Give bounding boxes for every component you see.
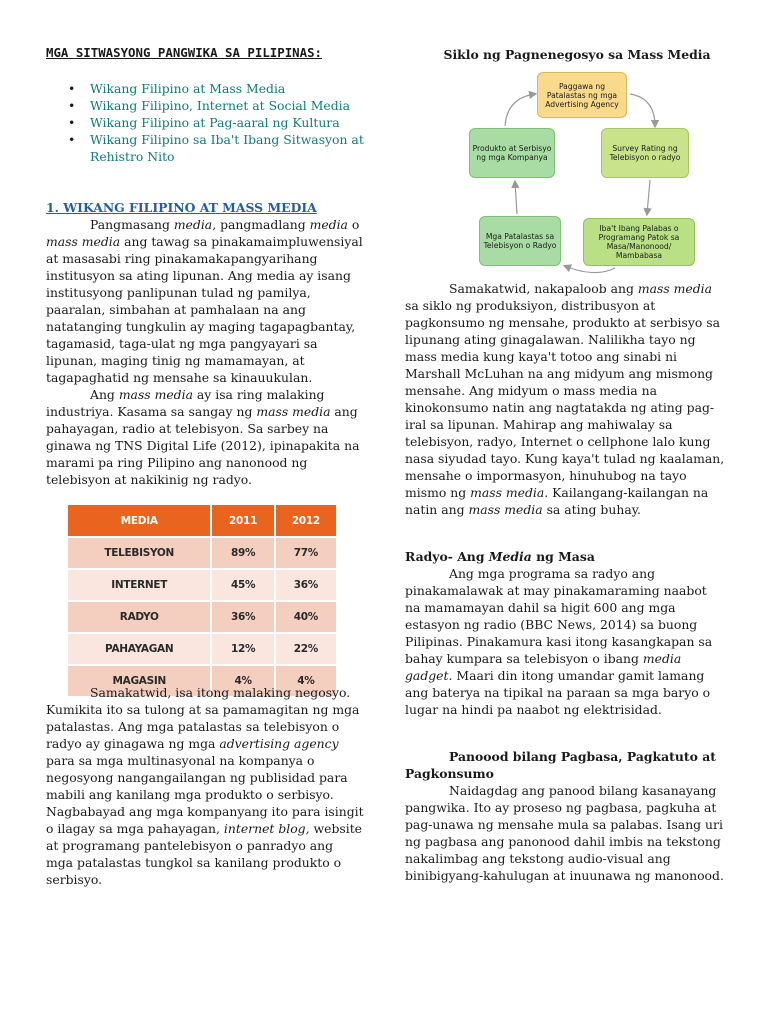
- table-header-cell: 2011: [211, 505, 274, 537]
- section-heading-mass-media: 1. WIKANG FILIPINO AT MASS MEDIA: [46, 200, 317, 215]
- text-run: Ang: [90, 387, 119, 402]
- section-heading-radyo: [405, 548, 595, 565]
- text-run-italic: mass media: [256, 404, 331, 419]
- section-heading-panood: [405, 748, 725, 782]
- table-cell: 4%: [275, 665, 336, 696]
- cycle-diagram-title: Siklo ng Pagnenegosyo sa Mass Media: [443, 47, 711, 62]
- topic-label: Wikang Filipino at Pag-aaral ng Kultura: [90, 115, 340, 130]
- arrow-top-to-right: [630, 94, 655, 126]
- arrow-bottom-left-to-left: [515, 182, 517, 214]
- table-cell: TELEBISYON: [68, 537, 211, 569]
- bullet-icon: •: [68, 98, 76, 113]
- text-run: Radyo- Ang: [405, 549, 489, 564]
- arrow-bottom-right-to-bottom-left: [565, 266, 615, 273]
- topic-item: [46, 114, 364, 131]
- topic-label: Wikang Filipino at Mass Media: [90, 81, 286, 96]
- paragraph-media-intro: [46, 216, 364, 386]
- table-cell: 40%: [275, 601, 336, 633]
- table-row: [68, 569, 336, 601]
- paragraph-media-industry: [46, 386, 364, 488]
- paragraph-advertising: [46, 684, 364, 888]
- media-usage-table: [68, 505, 336, 696]
- table-cell: MAGASIN: [68, 665, 211, 696]
- text-run-italic: advertising agency: [219, 736, 339, 751]
- arrow-left-to-top: [505, 94, 535, 126]
- text-run: , pangmadlang: [212, 217, 310, 232]
- table-cell: 22%: [275, 633, 336, 665]
- text-run: Samakatwid, nakapaloob ang: [449, 281, 638, 296]
- text-run: o: [347, 217, 360, 232]
- cycle-box-products: Produkto at Serbisyo ng mga Kompanya: [469, 128, 555, 178]
- table-cell: 89%: [211, 537, 274, 569]
- heading-line: Pagkonsumo: [405, 766, 494, 781]
- text-run-italic: media: [309, 217, 348, 232]
- text-run: ang tawag sa pinakamaimpluwensiyal at masasabi ring pinakamakapangyarihang institusyon sa ating lipunan. Ang media ay isang institusyong panlipunan tulad ng pamilya, paaralan, simbahan at pamhalaan na ang natatanging tungkulin ay maging tagapagbantay, tagamasid, taga-ulat ng mga pangyayari sa lipunan, maging tinig ng mamamayan, at tagapaghatid ng mensahe sa kinauukulan.: [46, 234, 363, 385]
- table-cell: 36%: [275, 569, 336, 601]
- table-cell: 45%: [211, 569, 274, 601]
- cycle-box-programs: Iba't Ibang Palabas o Programang Patok sa Masa/Manonood/ Mambabasa: [583, 218, 695, 266]
- text-run: website at programang pantelebisyon o panradyo ang mga patalastas tungkol sa kanilang produkto o serbisyo.: [46, 821, 363, 887]
- table-cell: INTERNET: [68, 569, 211, 601]
- table-cell: 36%: [211, 601, 274, 633]
- topic-label: Wikang Filipino sa Iba't Ibang Sitwasyon at Rehistro Nito: [90, 132, 364, 164]
- table-header-cell: MEDIA: [68, 505, 211, 537]
- section-body: [46, 216, 364, 488]
- topic-item: [46, 80, 364, 97]
- table-row: [68, 537, 336, 569]
- bullet-icon: •: [68, 81, 76, 96]
- table-cell: PAHAYAGAN: [68, 633, 211, 665]
- text-run: sa ating buhay.: [542, 502, 641, 517]
- bullet-icon: •: [68, 115, 76, 130]
- text-run-italic: media gadget.: [405, 651, 682, 683]
- text-run: Samakatwid, isa itong malaking negosyo. Kumikita ito sa tulong at sa pamamagitan ng mga patalastas. Ang mga patalastas sa telebisyon o radyo ay ginagawa ng mga: [46, 685, 360, 751]
- text-run: ay isa ring malaking industriya. Kasama sa sangay ng: [46, 387, 325, 419]
- main-title: MGA SITWASYONG PANGWIKA SA PILIPINAS:: [46, 45, 323, 60]
- text-run: ang pahayagan, radio at telebisyon. Sa sarbey na ginawa ng TNS Digital Life (2012), ipinapakita na marami pa ring Pilipino ang nanonood ng telebisyon at nakikinig ng radyo.: [46, 404, 360, 487]
- text-run: ng Masa: [531, 549, 595, 564]
- arrow-right-to-bottom-right: [647, 180, 650, 214]
- topic-label: Wikang Filipino, Internet at Social Media: [90, 98, 351, 113]
- table-header-row: [68, 505, 336, 537]
- text-run: Pangmasang: [90, 217, 174, 232]
- text-run: . Kailangang-kailangan na natin ang: [405, 485, 709, 517]
- text-run-italic: internet blog,: [223, 821, 310, 836]
- bullet-icon: •: [68, 132, 76, 147]
- text-run-italic: mass media: [470, 485, 545, 500]
- paragraph-production-cycle: [405, 280, 725, 518]
- table-row: [68, 601, 336, 633]
- cycle-box-commercials: Mga Patalastas sa Telebisyon o Radyo: [479, 216, 561, 266]
- table-cell: 12%: [211, 633, 274, 665]
- text-run-italic: mass media: [46, 234, 121, 249]
- text-run: Ang mga programa sa radyo ang pinakamalawak at may pinakamaraming naabot na mamamayan dahil sa higit 600 ang mga estasyon ng radio (BBC News, 2014) sa buong Pilipinas. Pinakamura kasi itong kasangkapan sa bahay kumpara sa telebisyon o ibang: [405, 566, 713, 666]
- text-run: sa siklo ng produksiyon, distribusyon at pagkonsumo ng mensahe, produkto at serbisyo sa lipunang ating ginagalawan. Nalilikha tayo ng mass media kung kaya't totoo ang sinabi ni Marshall McLuhan na ang midyum ang mismong mensahe. Ang midyum o mass media na kinokonsumo natin ang nagtatakda ng ating pag-iral sa lipunan. Mahirap ang mahiwalay sa telebisyon, radyo, Internet o cellphone lalo kung nasa siyudad tayo. Kung kaya't tulad ng kaalaman, mensahe o impormasyon, hinuhubog na tayo mismo ng: [405, 298, 725, 500]
- text-run-italic: mass media: [468, 502, 543, 517]
- text-run: para sa mga multinasyonal na kompanya o negosyong nangangailangan ng publisidad para mabili ang kanilang mga produkto o serbisyo. Nagbabayad ang mga kompanyang ito para isingit o ilagay sa mga pahayagan,: [46, 753, 364, 836]
- topic-list: [46, 80, 364, 165]
- table-header-cell: 2012: [275, 505, 336, 537]
- topic-item: [46, 97, 364, 114]
- paragraph-radyo: [405, 565, 725, 718]
- text-run-italic: Media: [488, 549, 532, 564]
- cycle-box-advertising-agency: Paggawa ng Patalastas ng mga Advertising Agency: [537, 72, 627, 118]
- table-cell: 4%: [211, 665, 274, 696]
- table-cell: RADYO: [68, 601, 211, 633]
- topic-item: [46, 131, 364, 165]
- table-row: [68, 633, 336, 665]
- text-run: Maari din itong umandar gamit lamang ang baterya na tipikal na paraan sa mga baryo o lugar na hindi pa naabot ng elektrisidad.: [405, 668, 711, 717]
- table-cell: 77%: [275, 537, 336, 569]
- cycle-box-survey-rating: Survey Rating ng Telebisyon o radyo: [601, 128, 689, 178]
- business-cycle-diagram: [465, 68, 715, 278]
- heading-line: Panoood bilang Pagbasa, Pagkatuto at: [449, 749, 716, 764]
- text-run-italic: media: [173, 217, 213, 232]
- text-run-italic: mass media: [118, 387, 193, 402]
- text-run-italic: mass media: [637, 281, 712, 296]
- paragraph-panood: Naidagdag ang panood bilang kasanayang pangwika. Ito ay proseso ng pagbasa, pagkuha at pag-unawa ng mensahe mula sa palabas. Isang uri ng pagbasa ang panonood dahil imbis na tekstong nakalimbag ang tekstong audio-visual ang binibigyang-kahulugan at inuunawa ng manonood.: [405, 783, 724, 883]
